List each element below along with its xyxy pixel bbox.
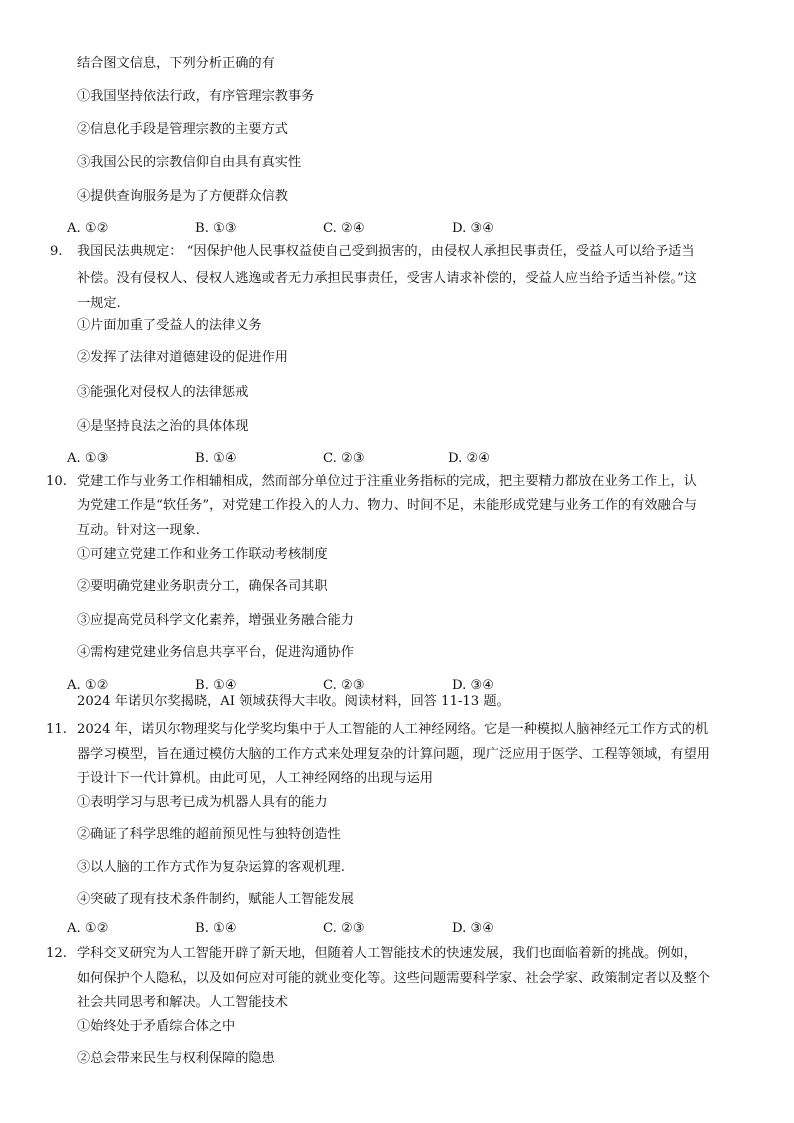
q10-stem-line-1: 党建工作与业务工作相辅相成，然而部分单位过于注重业务指标的完成，把主要精力都放在业务工作上，认 (77, 474, 697, 489)
q8-item-2: ②信息化手段是管理宗教的主要方式 (77, 122, 288, 137)
q10-option-b: B. ①④ (195, 678, 237, 693)
q11-option-a: A. ①② (67, 921, 109, 936)
q12-item-2: ②总会带来民生与权利保障的隐患 (77, 1051, 275, 1066)
q8-item-4: ④提供查询服务是为了方便群众信教 (77, 189, 288, 204)
q10-number: 10. (46, 474, 67, 489)
q12-number: 12. (46, 946, 67, 961)
q10-option-c: C. ②③ (323, 678, 365, 693)
q11-item-2: ②确证了科学思维的超前预见性与独特创造性 (77, 827, 341, 842)
q11-option-d: D. ③④ (452, 921, 495, 936)
q11-item-1: ①表明学习与思考已成为机器人具有的能力 (77, 795, 328, 810)
q11-stem-line-3: 于设计下一代计算机。由此可见，人工神经网络的出现与运用 (77, 771, 434, 786)
q12-stem-line-3: 社会共同思考和解决。人工智能技术 (77, 995, 288, 1010)
q9-stem-line-2: 补偿。没有侵权人、侵权人逃逸或者无力承担民事责任，受害人请求补偿的，受益人应当给予适当补偿。”这 (77, 271, 697, 286)
q11-item-4: ④突破了现有技术条件制约，赋能人工智能发展 (77, 892, 354, 907)
q9-item-1: ①片面加重了受益人的法律义务 (77, 318, 262, 333)
q10-item-2: ②要明确党建业务职责分工，确保各司其职 (77, 579, 328, 594)
q9-item-2: ②发挥了法律对道德建设的促进作用 (77, 350, 288, 365)
q10-item-4: ④需构建党建业务信息共享平台，促进沟通协作 (77, 645, 354, 660)
q8-item-3: ③我国公民的宗教信仰自由具有真实性 (77, 155, 302, 170)
q9-option-a: A. ①③ (67, 451, 109, 466)
q12-stem-line-1: 学科交叉研究为人工智能开辟了新天地，但随着人工智能技术的快速发展，我们也面临着新的挑战。例如， (77, 946, 697, 961)
q11-number: 11. (46, 722, 67, 737)
q10-stem-line-3: 互动。针对这一现象. (77, 523, 200, 538)
q11-stem-line-1: 2024 年，诺贝尔物理奖与化学奖均集中于人工智能的人工神经网络。它是一种模拟人脑神经元工作方式的机 (77, 722, 709, 737)
q11-option-c: C. ②③ (323, 921, 365, 936)
q11-item-3: ③以人脑的工作方式作为复杂运算的客观机理. (77, 860, 345, 875)
q10-item-3: ③应提高党员科学文化素养，增强业务融合能力 (77, 613, 354, 628)
q10-option-a: A. ①② (67, 678, 109, 693)
q9-item-3: ③能强化对侵权人的法律惩戒 (77, 385, 249, 400)
q9-stem-line-1: 我国民法典规定： “因保护他人民事权益使自己受到损害的，由侵权人承担民事责任，受益人可以给予适当 (77, 244, 695, 259)
q8-item-1: ①我国坚持依法行政，有序管理宗教事务 (77, 89, 315, 104)
q9-option-c: C. ②③ (323, 451, 365, 466)
q8-option-a: A. ①② (67, 221, 109, 236)
q8-option-d: D. ③④ (452, 221, 495, 236)
q10-option-d: D. ③④ (452, 678, 495, 693)
q10-item-1: ①可建立党建工作和业务工作联动考核制度 (77, 547, 328, 562)
q9-item-4: ④是坚持良法之治的具体体现 (77, 419, 249, 434)
q10-stem-line-2: 为党建工作是“软任务”，对党建工作投入的人力、物力、时间不足，未能形成党建与业务工作的有效融合与 (77, 498, 698, 513)
q8-option-b: B. ①③ (195, 221, 237, 236)
q11-stem-line-2: 器学习模型，旨在通过模仿大脑的工作方式来处理复杂的计算问题，现广泛应用于医学、工程等领域，有望用 (77, 747, 710, 762)
q8-stem: 结合图文信息，下列分析正确的有 (77, 56, 275, 71)
material-intro: 2024 年诺贝尔奖揭晓，AI 领域获得大丰收。阅读材料，回答 11-13 题。 (77, 694, 510, 709)
q9-option-d: D. ②④ (448, 451, 491, 466)
q9-option-b: B. ①④ (195, 451, 237, 466)
q12-stem-line-2: 如何保护个人隐私，以及如何应对可能的就业变化等。这些问题需要科学家、社会学家、政策制定者以及整个 (77, 971, 710, 986)
q8-option-c: C. ②④ (323, 221, 365, 236)
q12-item-1: ①始终处于矛盾综合体之中 (77, 1019, 236, 1034)
q9-number: 9. (50, 244, 63, 259)
q9-stem-line-3: 一规定. (77, 296, 121, 311)
q11-option-b: B. ①④ (195, 921, 237, 936)
